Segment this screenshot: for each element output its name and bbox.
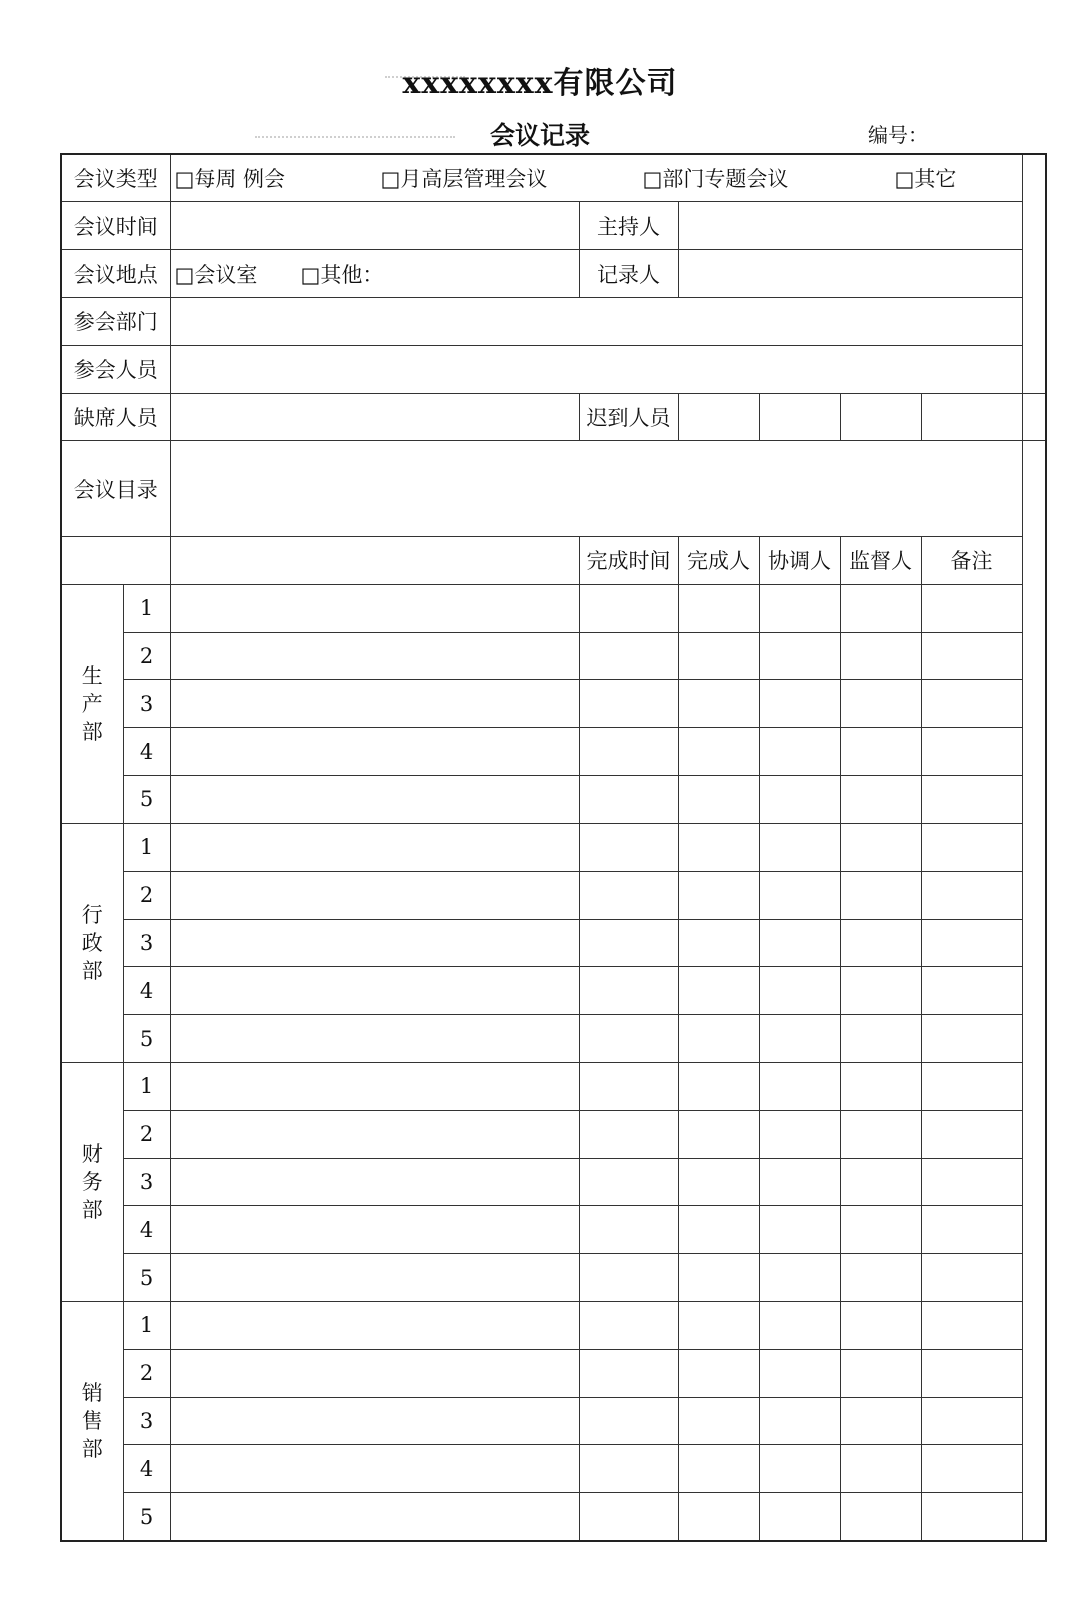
meeting-type-monthly-checkbox[interactable]: □月高层管理会议: [380, 167, 548, 192]
completed-by-cell[interactable]: [678, 1062, 759, 1110]
row-number: 5: [123, 1254, 170, 1302]
completion-time-cell[interactable]: [579, 919, 678, 967]
column-header-supervisor: 监督人: [840, 537, 921, 585]
table-row: [61, 1445, 1046, 1493]
coordinator-cell[interactable]: [759, 1254, 840, 1302]
location-other-checkbox[interactable]: □其他：: [300, 262, 384, 287]
completed-by-cell[interactable]: [678, 1349, 759, 1397]
task-content-cell[interactable]: [170, 1445, 579, 1493]
column-header-completion-time: 完成时间: [579, 537, 678, 585]
remarks-cell[interactable]: [921, 632, 1022, 680]
row-number: 5: [123, 776, 170, 824]
completion-time-cell[interactable]: [579, 1110, 678, 1158]
coordinator-cell[interactable]: [759, 1445, 840, 1493]
table-row: [61, 967, 1046, 1015]
table-row: [61, 871, 1046, 919]
meeting-type-row: [61, 154, 1046, 202]
coordinator-cell[interactable]: [759, 776, 840, 824]
task-content-cell[interactable]: [170, 1206, 579, 1254]
department-name-char: 行: [81, 902, 103, 927]
completed-by-cell[interactable]: [678, 1015, 759, 1063]
task-content-cell[interactable]: [170, 1110, 579, 1158]
row-number: 3: [123, 1397, 170, 1445]
supervisor-cell[interactable]: [840, 967, 921, 1015]
department-name-char: 部: [81, 1197, 103, 1222]
task-content-cell[interactable]: [170, 1302, 579, 1350]
completion-time-cell[interactable]: [579, 1254, 678, 1302]
department-name: [61, 823, 123, 1062]
table-row: [61, 1206, 1046, 1254]
late-field-5[interactable]: [1022, 393, 1046, 441]
completed-by-cell[interactable]: [678, 871, 759, 919]
task-content-cell[interactable]: [170, 823, 579, 871]
table-row: [61, 1015, 1046, 1063]
supervisor-cell[interactable]: [840, 1349, 921, 1397]
completed-by-cell[interactable]: [678, 728, 759, 776]
task-content-cell[interactable]: [170, 776, 579, 824]
agenda-row: [61, 441, 1046, 537]
table-row: [61, 1254, 1046, 1302]
coordinator-cell[interactable]: [759, 1158, 840, 1206]
department-name-char: 部: [81, 719, 103, 744]
row-number: 1: [123, 1302, 170, 1350]
department-name-char: 务: [81, 1169, 103, 1194]
row-number: 4: [123, 728, 170, 776]
agenda-label: 会议目录: [61, 441, 170, 537]
completed-by-cell[interactable]: [678, 823, 759, 871]
task-content-cell[interactable]: [170, 584, 579, 632]
coordinator-cell[interactable]: [759, 1015, 840, 1063]
remarks-cell[interactable]: [921, 1397, 1022, 1445]
late-field-2[interactable]: [759, 393, 840, 441]
department-name-char: 生: [81, 663, 103, 688]
remarks-cell[interactable]: [921, 1015, 1022, 1063]
table-row: [61, 1110, 1046, 1158]
table-row: [61, 776, 1046, 824]
remarks-cell[interactable]: [921, 1110, 1022, 1158]
table-row: [61, 632, 1046, 680]
row-number: 1: [123, 1062, 170, 1110]
completed-by-cell[interactable]: [678, 1110, 759, 1158]
task-content-cell[interactable]: [170, 1493, 579, 1541]
completed-by-cell[interactable]: [678, 967, 759, 1015]
completion-time-cell[interactable]: [579, 823, 678, 871]
table-row: [61, 1302, 1046, 1350]
supervisor-cell[interactable]: [840, 1110, 921, 1158]
remarks-cell[interactable]: [921, 1206, 1022, 1254]
meeting-type-label: 会议类型: [61, 154, 170, 202]
departments-field[interactable]: [170, 297, 1022, 345]
remarks-cell[interactable]: [921, 1062, 1022, 1110]
completed-by-cell[interactable]: [678, 1206, 759, 1254]
task-content-cell[interactable]: [170, 1254, 579, 1302]
row-number: 2: [123, 1110, 170, 1158]
completed-by-cell[interactable]: [678, 919, 759, 967]
agenda-field[interactable]: [170, 441, 1022, 537]
supervisor-cell[interactable]: [840, 1206, 921, 1254]
meeting-record-table: [60, 153, 1047, 1542]
meeting-location-row: [61, 250, 1046, 298]
completion-time-cell[interactable]: [579, 680, 678, 728]
task-header-blank: [61, 537, 170, 585]
supervisor-cell[interactable]: [840, 919, 921, 967]
task-content-cell[interactable]: [170, 1062, 579, 1110]
task-content-cell[interactable]: [170, 1158, 579, 1206]
column-header-completed-by: 完成人: [678, 537, 759, 585]
serial-number-label: 编号：: [868, 123, 928, 147]
meeting-location-options: [170, 250, 579, 298]
coordinator-cell[interactable]: [759, 967, 840, 1015]
remarks-cell[interactable]: [921, 823, 1022, 871]
row-number: 5: [123, 1015, 170, 1063]
department-name-char: 财: [81, 1141, 103, 1166]
completion-time-cell[interactable]: [579, 776, 678, 824]
remarks-cell[interactable]: [921, 967, 1022, 1015]
table-row: [61, 680, 1046, 728]
coordinator-cell[interactable]: [759, 680, 840, 728]
coordinator-cell[interactable]: [759, 1110, 840, 1158]
task-content-cell[interactable]: [170, 967, 579, 1015]
completed-by-cell[interactable]: [678, 1302, 759, 1350]
departments-label: 参会部门: [61, 297, 170, 345]
row-number: 1: [123, 823, 170, 871]
document-title: 会议记录: [489, 121, 590, 150]
host-field[interactable]: [678, 202, 1022, 250]
table-row: [61, 823, 1046, 871]
supervisor-cell[interactable]: [840, 1397, 921, 1445]
late-field-1[interactable]: [678, 393, 759, 441]
completion-time-cell[interactable]: [579, 1349, 678, 1397]
late-field-4[interactable]: [921, 393, 1022, 441]
location-room-checkbox[interactable]: □会议室: [174, 262, 258, 287]
completion-time-cell[interactable]: [579, 1445, 678, 1493]
completion-time-cell[interactable]: [579, 584, 678, 632]
row-number: 2: [123, 871, 170, 919]
department-name-char: 产: [81, 691, 103, 716]
task-content-cell[interactable]: [170, 1349, 579, 1397]
task-content-cell[interactable]: [170, 728, 579, 776]
completion-time-cell[interactable]: [579, 967, 678, 1015]
remarks-cell[interactable]: [921, 1349, 1022, 1397]
supervisor-cell[interactable]: [840, 823, 921, 871]
completion-time-cell[interactable]: [579, 1302, 678, 1350]
meeting-type-department-checkbox[interactable]: □部门专题会议: [642, 167, 789, 192]
department-name-char: 销: [81, 1381, 103, 1405]
department-name: [61, 584, 123, 823]
row-number: 4: [123, 1206, 170, 1254]
completion-time-cell[interactable]: [579, 728, 678, 776]
column-header-remarks: 备注: [921, 537, 1022, 585]
supervisor-cell[interactable]: [840, 680, 921, 728]
meeting-time-field[interactable]: [170, 202, 579, 250]
task-content-cell[interactable]: [170, 871, 579, 919]
row-number: 3: [123, 919, 170, 967]
completed-by-cell[interactable]: [678, 1493, 759, 1541]
row-number: 1: [123, 584, 170, 632]
late-field-3[interactable]: [840, 393, 921, 441]
coordinator-cell[interactable]: [759, 584, 840, 632]
coordinator-cell[interactable]: [759, 1349, 840, 1397]
meeting-type-options: [170, 154, 1022, 202]
meeting-type-weekly-checkbox[interactable]: □每周 例会: [174, 167, 286, 192]
task-header-content: [170, 537, 579, 585]
completion-time-cell[interactable]: [579, 1158, 678, 1206]
company-name: xxxxxxxx有限公司: [402, 66, 678, 101]
completed-by-cell[interactable]: [678, 1254, 759, 1302]
task-content-cell[interactable]: [170, 680, 579, 728]
attendees-row: [61, 345, 1046, 393]
absent-row: [61, 393, 1046, 441]
completion-time-cell[interactable]: [579, 871, 678, 919]
recorder-label: 记录人: [579, 250, 678, 298]
completed-by-cell[interactable]: [678, 680, 759, 728]
table-row: [61, 1158, 1046, 1206]
department-name-char: 部: [81, 958, 103, 983]
supervisor-cell[interactable]: [840, 584, 921, 632]
completed-by-cell[interactable]: [678, 1158, 759, 1206]
completed-by-cell[interactable]: [678, 1397, 759, 1445]
row-number: 4: [123, 967, 170, 1015]
attendees-label: 参会人员: [61, 345, 170, 393]
supervisor-cell[interactable]: [840, 1302, 921, 1350]
task-content-cell[interactable]: [170, 1397, 579, 1445]
remarks-cell[interactable]: [921, 1493, 1022, 1541]
coordinator-cell[interactable]: [759, 1302, 840, 1350]
task-content-cell[interactable]: [170, 919, 579, 967]
supervisor-cell[interactable]: [840, 1445, 921, 1493]
department-name-char: 政: [81, 930, 103, 955]
row-number: 3: [123, 680, 170, 728]
remarks-cell[interactable]: [921, 1445, 1022, 1493]
late-label: 迟到人员: [579, 393, 678, 441]
meeting-time-row: [61, 202, 1046, 250]
meeting-type-other-checkbox[interactable]: □其它: [894, 167, 957, 192]
department-name-char: 部: [81, 1437, 103, 1461]
remarks-cell[interactable]: [921, 680, 1022, 728]
remarks-cell[interactable]: [921, 728, 1022, 776]
task-content-cell[interactable]: [170, 632, 579, 680]
supervisor-cell[interactable]: [840, 632, 921, 680]
row-number: 3: [123, 1158, 170, 1206]
remarks-cell[interactable]: [921, 1302, 1022, 1350]
row-number: 2: [123, 1349, 170, 1397]
remarks-cell[interactable]: [921, 1158, 1022, 1206]
table-row: [61, 728, 1046, 776]
meeting-location-label: 会议地点: [61, 250, 170, 298]
coordinator-cell[interactable]: [759, 823, 840, 871]
remarks-cell[interactable]: [921, 919, 1022, 967]
remarks-cell[interactable]: [921, 776, 1022, 824]
task-content-cell[interactable]: [170, 1015, 579, 1063]
coordinator-cell[interactable]: [759, 632, 840, 680]
coordinator-cell[interactable]: [759, 871, 840, 919]
completion-time-cell[interactable]: [579, 1015, 678, 1063]
completed-by-cell[interactable]: [678, 776, 759, 824]
row-number: 2: [123, 632, 170, 680]
column-header-coordinator: 协调人: [759, 537, 840, 585]
absent-field[interactable]: [170, 393, 579, 441]
completion-time-cell[interactable]: [579, 1062, 678, 1110]
table-row: [61, 1397, 1046, 1445]
supervisor-cell[interactable]: [840, 728, 921, 776]
meeting-time-label: 会议时间: [61, 202, 170, 250]
department-name: [61, 1062, 123, 1301]
attendees-field[interactable]: [170, 345, 1022, 393]
supervisor-cell[interactable]: [840, 1158, 921, 1206]
supervisor-cell[interactable]: [840, 1015, 921, 1063]
department-name-char: 售: [81, 1409, 103, 1433]
departments-row: [61, 297, 1046, 345]
table-row: [61, 1493, 1046, 1541]
table-row: [61, 919, 1046, 967]
completed-by-cell[interactable]: [678, 584, 759, 632]
remarks-cell[interactable]: [921, 584, 1022, 632]
department-name: [61, 1302, 123, 1541]
remarks-cell[interactable]: [921, 871, 1022, 919]
remarks-cell[interactable]: [921, 1254, 1022, 1302]
table-row: [61, 584, 1046, 632]
absent-label: 缺席人员: [61, 393, 170, 441]
supervisor-cell[interactable]: [840, 1493, 921, 1541]
supervisor-cell[interactable]: [840, 871, 921, 919]
table-row: [61, 1349, 1046, 1397]
supervisor-cell[interactable]: [840, 1254, 921, 1302]
completion-time-cell[interactable]: [579, 1493, 678, 1541]
completion-time-cell[interactable]: [579, 632, 678, 680]
row-number: 5: [123, 1493, 170, 1541]
completion-time-cell[interactable]: [579, 1206, 678, 1254]
completed-by-cell[interactable]: [678, 1445, 759, 1493]
task-header-row: [61, 537, 1046, 585]
table-row: [61, 1062, 1046, 1110]
supervisor-cell[interactable]: [840, 776, 921, 824]
coordinator-cell[interactable]: [759, 728, 840, 776]
host-label: 主持人: [579, 202, 678, 250]
completed-by-cell[interactable]: [678, 632, 759, 680]
supervisor-cell[interactable]: [840, 1062, 921, 1110]
coordinator-cell[interactable]: [759, 1493, 840, 1541]
coordinator-cell[interactable]: [759, 1206, 840, 1254]
row-number: 4: [123, 1445, 170, 1493]
coordinator-cell[interactable]: [759, 1062, 840, 1110]
recorder-field[interactable]: [678, 250, 1022, 298]
coordinator-cell[interactable]: [759, 1397, 840, 1445]
coordinator-cell[interactable]: [759, 919, 840, 967]
completion-time-cell[interactable]: [579, 1397, 678, 1445]
